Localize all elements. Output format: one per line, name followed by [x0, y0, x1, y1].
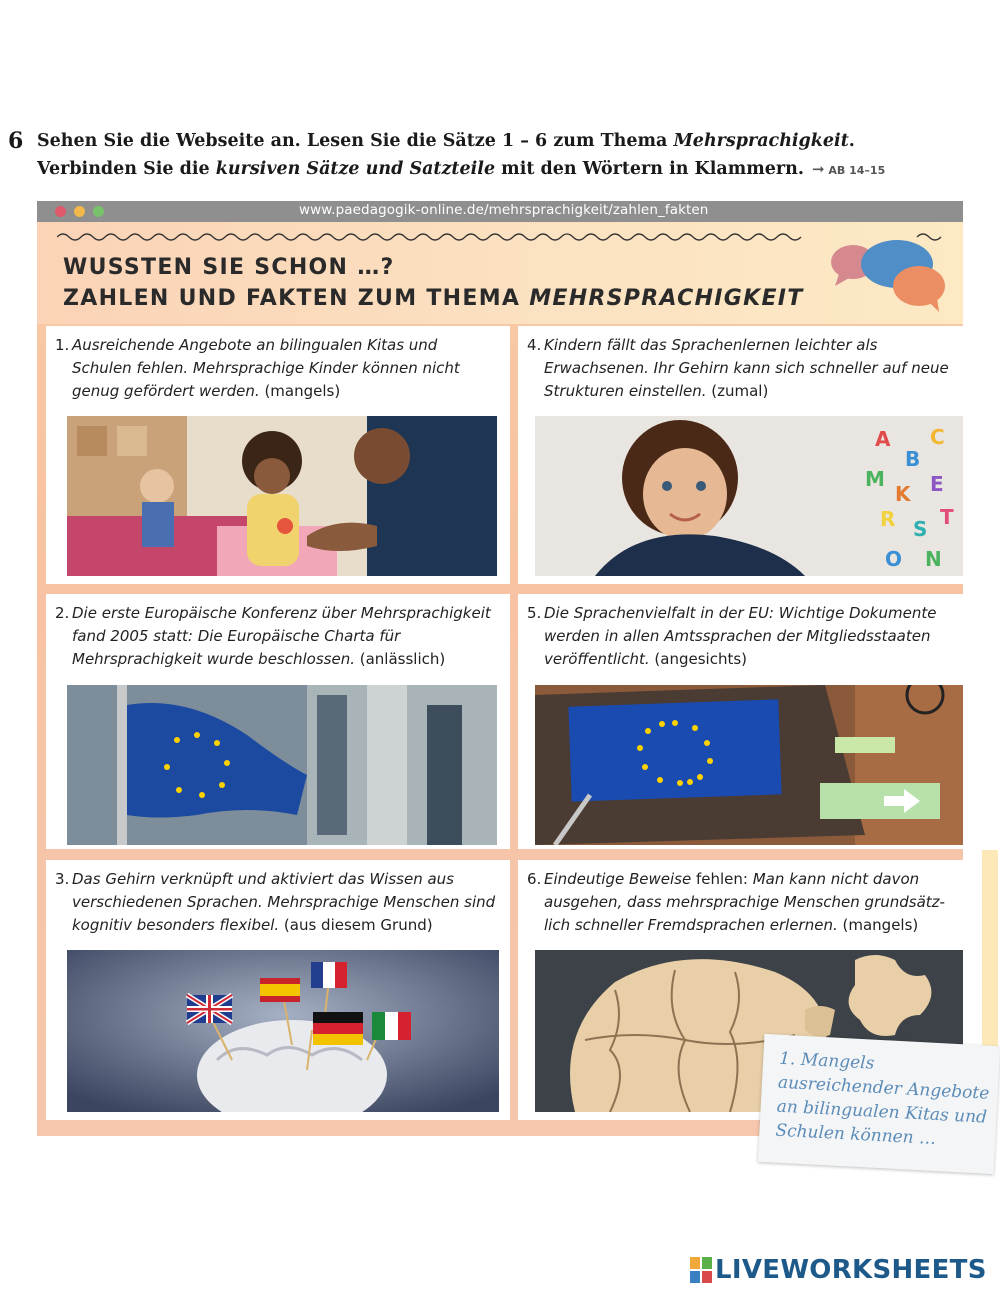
example-answer-note [758, 1034, 1000, 1174]
page-title: WUSSTEN SIE SCHON …? ZAHLEN UND FAKTEN ZUM THEMA MEHRSPRACHIGKEIT [63, 255, 804, 311]
fact-card-3 [46, 860, 510, 1120]
task-line-2: Verbinden Sie die kursiven Sätze und Satzteile mit den Wörtern in Klammern. ➞ AB 14–15 [37, 159, 886, 179]
fact-card-2 [46, 594, 510, 849]
eu-folder-photo [535, 685, 963, 845]
eu-flag-photo [67, 685, 497, 845]
browser-url: www.paedagogik-online.de/mehrsprachigkeit/zahlen_fakten [299, 202, 709, 218]
fact-card-1 [46, 326, 510, 584]
wave-decoration [57, 231, 947, 243]
liveworksheets-logo-icon [690, 1257, 712, 1283]
window-close-dot [55, 206, 66, 217]
fact-text: 1. Ausreichende Angebote an bilingualen Kitas und Schulen fehlen. Mehrsprachige Kinder können nicht genug gefördert werden. (mangels) [55, 336, 460, 400]
fact-text: 3. Das Gehirn verknüpft und aktiviert das Wissen aus verschiedenen Sprachen. Mehrsprachige Menschen sind kognitiv besonders flexibel. (aus diesem Grund) [55, 870, 496, 934]
svg-text:E: E [930, 472, 944, 496]
browser-window [37, 201, 963, 1136]
boy-with-letters-photo [535, 416, 963, 576]
speech-bubbles-icon [825, 234, 945, 314]
example-answer-text: 1. Mangels ausreichender Angebote an bilingualen Kitas und Schulen können … [774, 1048, 990, 1150]
fact-card-4 [518, 326, 963, 584]
brain-with-flags-photo [67, 950, 499, 1112]
svg-text:N: N [925, 547, 942, 571]
fact-text: 6. Eindeutige Beweise fehlen: Man kann nicht davon ausgehen, dass mehrsprachige Menschen grundsätzlich schneller Fremdsprachen erlernen. (mangels) [527, 870, 945, 934]
task-number: 6 [8, 128, 24, 154]
svg-text:T: T [940, 505, 954, 529]
fact-text: 5. Die Sprachenvielfalt in der EU: Wichtige Dokumente werden in allen Amtssprachen der Mitgliedsstaaten veröffentlicht. (angesichts) [527, 604, 937, 668]
svg-text:R: R [880, 507, 896, 531]
svg-text:S: S [913, 517, 928, 541]
svg-text:O: O [885, 547, 903, 571]
svg-text:K: K [895, 482, 911, 506]
task-instruction [8, 127, 988, 185]
window-maximize-dot [93, 206, 104, 217]
fact-text: 2. Die erste Europäische Konferenz über Mehrsprachigkeit fand 2005 statt: Die Europäische Charta für Mehrsprachigkeit wurde beschlossen. (anlässlich) [55, 604, 491, 668]
svg-text:B: B [905, 447, 921, 471]
task-line-1: Sehen Sie die Webseite an. Lesen Sie die Sätze 1 – 6 zum Thema Mehrsprachigkeit. [37, 131, 855, 151]
fact-text: 4. Kindern fällt das Sprachenlernen leichter als Erwachsenen. Ihr Gehirn kann sich schneller auf neue Strukturen einstellen. (zumal) [527, 336, 949, 400]
page-header [37, 222, 963, 324]
svg-text:M: M [865, 467, 885, 491]
brand-name: LIVEWORKSHEETS [715, 1255, 987, 1285]
workbook-reference: ➞ AB 14–15 [811, 160, 886, 178]
browser-address-bar [37, 201, 963, 222]
svg-text:C: C [930, 425, 945, 449]
children-in-kita-photo [67, 416, 497, 576]
arrow-right-icon: ➞ [811, 160, 825, 178]
window-minimize-dot [74, 206, 85, 217]
svg-text:A: A [875, 427, 891, 451]
fact-card-5 [518, 594, 963, 849]
tape-strip [982, 850, 998, 1060]
